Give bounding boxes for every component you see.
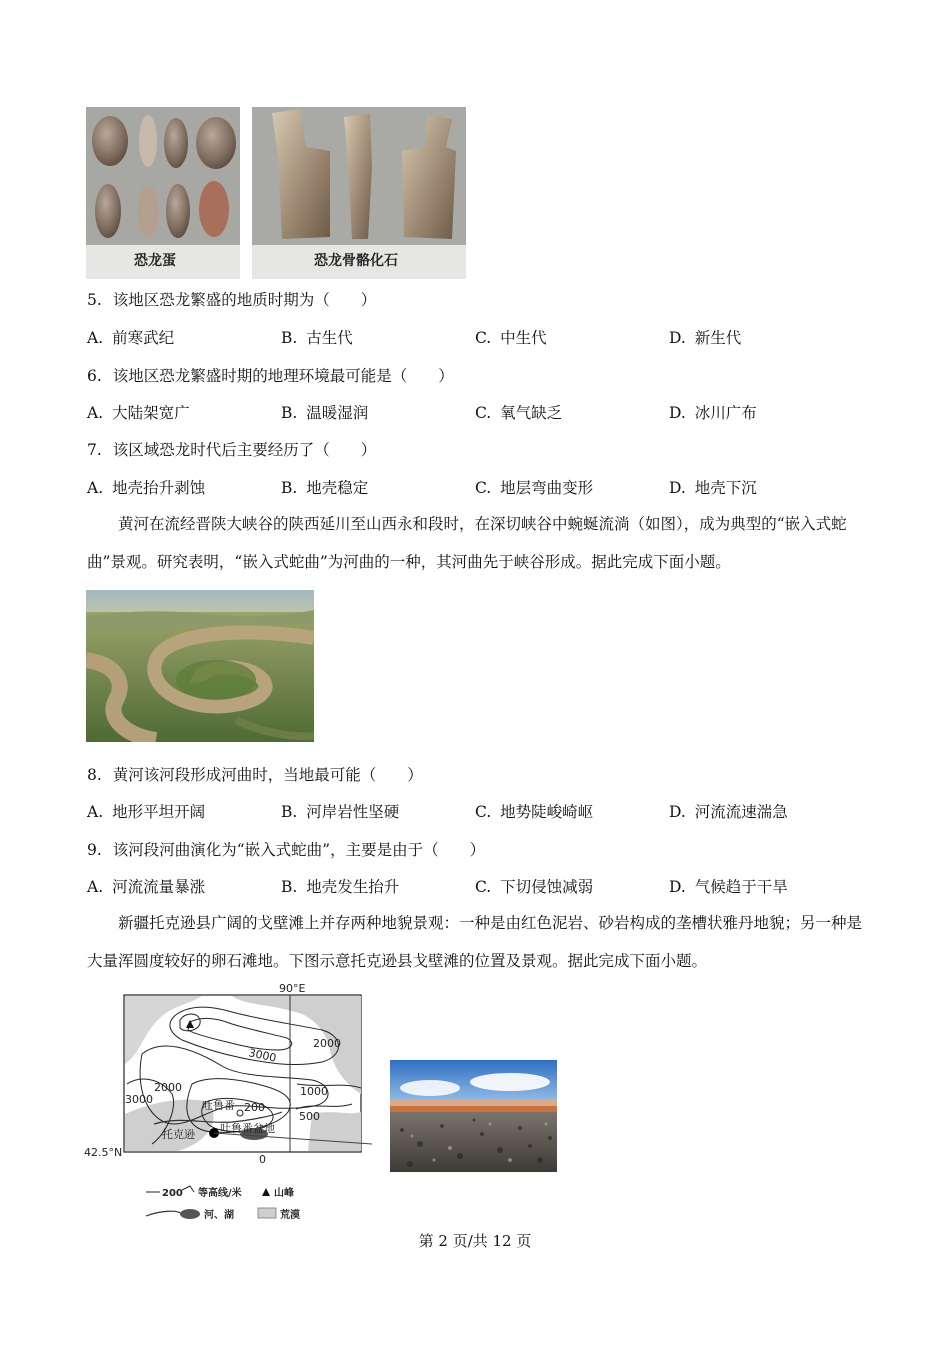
option-5c[interactable]: C. 中生代 bbox=[475, 329, 547, 347]
legend-peak-icon bbox=[262, 1188, 270, 1196]
option-5b[interactable]: B. 古生代 bbox=[281, 329, 353, 347]
gobi-photo bbox=[390, 1060, 557, 1172]
svg-text:2000: 2000 bbox=[154, 1081, 182, 1094]
question-stem: 该地区恐龙繁盛的地质时期为（ ） bbox=[112, 291, 377, 309]
svg-text:荒漠: 荒漠 bbox=[280, 1210, 300, 1221]
question-number: 8. bbox=[87, 766, 102, 784]
option-7c[interactable]: C. 地层弯曲变形 bbox=[475, 479, 594, 497]
basin-label: 吐鲁番盆地 bbox=[220, 1122, 275, 1135]
option-5a[interactable]: A. 前寒武纪 bbox=[87, 329, 175, 347]
question-5 bbox=[87, 290, 376, 310]
turpan-label: 吐鲁番 bbox=[202, 1099, 235, 1112]
svg-text:山峰: 山峰 bbox=[274, 1188, 294, 1199]
page-footer: 第 2 页/共 12 页 bbox=[418, 1232, 532, 1250]
option-6d[interactable]: D. 冰川广布 bbox=[669, 404, 757, 422]
svg-text:500: 500 bbox=[299, 1110, 320, 1123]
passage-xinjiang: 新疆托克逊县广阔的戈壁滩上并存两种地貌景观：一种是由红色泥岩、砂岩构成的垄槽状雅丹地貌；另一种是大量浑圆度较好的卵石滩地。下图示意托克逊县戈壁滩的位置及景观。据此完成下面小题。 bbox=[87, 914, 863, 970]
option-5d[interactable]: D. 新生代 bbox=[669, 329, 742, 347]
lat-label: 42.5°N bbox=[84, 1146, 123, 1159]
svg-text:3000: 3000 bbox=[247, 1046, 278, 1065]
question-7 bbox=[87, 440, 376, 460]
lon-label: 90°E bbox=[279, 984, 306, 995]
option-7a[interactable]: A. 地壳抬升剥蚀 bbox=[87, 479, 206, 497]
passage-yellow-river: 黄河在流经晋陕大峡谷的陕西延川至山西永和段时，在深切峡谷中蜿蜒流淌（如图），成为典型的“嵌入式蛇曲”景观。研究表明，“嵌入式蛇曲”为河曲的一种，其河曲先于峡谷形成。据此完成下面小题。 bbox=[87, 515, 847, 571]
eggs-caption: 恐龙蛋 bbox=[134, 253, 176, 269]
option-7b[interactable]: B. 地壳稳定 bbox=[281, 479, 369, 497]
option-9b[interactable]: B. 地壳发生抬升 bbox=[281, 878, 400, 896]
svg-text:0: 0 bbox=[259, 1153, 266, 1166]
svg-text:2000: 2000 bbox=[313, 1037, 341, 1050]
svg-text:等高线/米: 等高线/米 bbox=[198, 1188, 242, 1199]
svg-text:3000: 3000 bbox=[125, 1093, 153, 1106]
svg-text:1000: 1000 bbox=[300, 1085, 328, 1098]
option-8d[interactable]: D. 河流流速湍急 bbox=[669, 803, 788, 821]
question-number: 5. bbox=[87, 291, 102, 309]
bones-caption: 恐龙骨骼化石 bbox=[314, 253, 398, 269]
option-6c[interactable]: C. 氧气缺乏 bbox=[475, 404, 563, 422]
option-9a[interactable]: A. 河流流量暴涨 bbox=[87, 878, 206, 896]
toksun-map bbox=[82, 984, 372, 1224]
option-6b[interactable]: B. 温暖湿润 bbox=[281, 404, 369, 422]
toksun-label: 托克逊 bbox=[162, 1128, 195, 1141]
question-stem: 该地区恐龙繁盛时期的地理环境最可能是（ ） bbox=[112, 367, 454, 385]
question-9 bbox=[87, 840, 485, 860]
svg-text:河、湖: 河、湖 bbox=[204, 1210, 234, 1221]
svg-text:200: 200 bbox=[244, 1101, 265, 1114]
svg-text:200: 200 bbox=[162, 1188, 183, 1199]
question-6 bbox=[87, 366, 454, 386]
option-8b[interactable]: B. 河岸岩性坚硬 bbox=[281, 803, 400, 821]
question-number: 7. bbox=[87, 441, 102, 459]
dinosaur-figure bbox=[86, 107, 466, 279]
question-stem: 该河段河曲演化为“嵌入式蛇曲”，主要是由于（ ） bbox=[112, 841, 486, 859]
option-7d[interactable]: D. 地壳下沉 bbox=[669, 479, 757, 497]
option-6a[interactable]: A. 大陆架宽广 bbox=[87, 404, 190, 422]
question-number: 9. bbox=[87, 841, 102, 859]
meander-photo bbox=[86, 590, 314, 742]
question-stem: 黄河该河段形成河曲时，当地最可能（ ） bbox=[112, 766, 423, 784]
option-8c[interactable]: C. 地势陡峻崎岖 bbox=[475, 803, 594, 821]
option-9d[interactable]: D. 气候趋于干旱 bbox=[669, 878, 788, 896]
option-8a[interactable]: A. 地形平坦开阔 bbox=[87, 803, 206, 821]
question-stem: 该区域恐龙时代后主要经历了（ ） bbox=[112, 441, 377, 459]
dinosaur-figure-image bbox=[86, 107, 466, 279]
question-number: 6. bbox=[87, 367, 102, 385]
option-9c[interactable]: C. 下切侵蚀减弱 bbox=[475, 878, 594, 896]
question-8 bbox=[87, 765, 423, 785]
